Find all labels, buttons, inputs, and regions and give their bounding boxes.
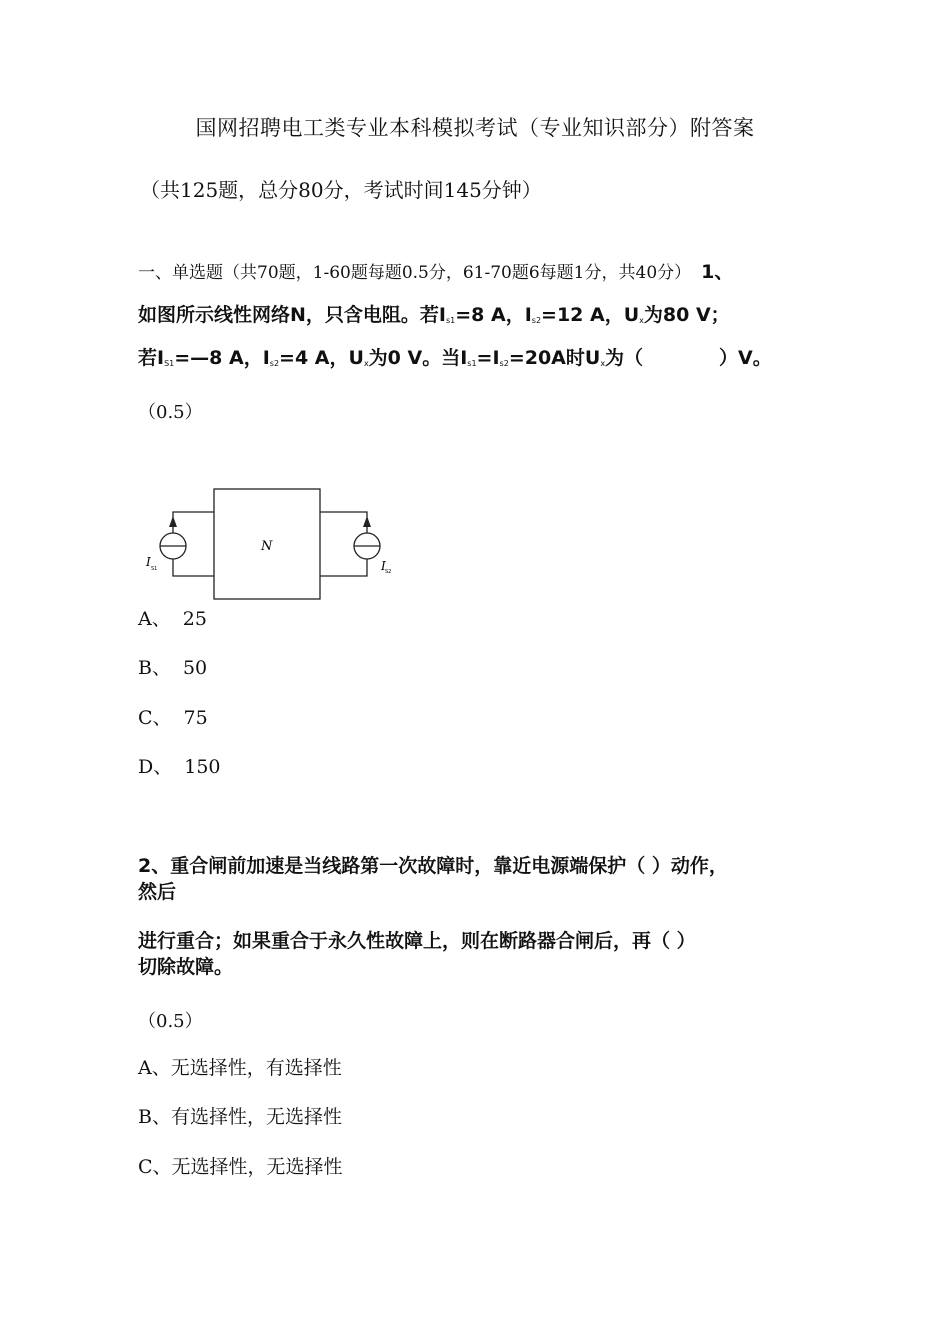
question-2-score: （0.5） — [138, 1011, 203, 1032]
right-source-label: I — [381, 559, 386, 573]
section-title: 一、单选题（共70题，1-60题每题0.5分，61-70题6每题1分，共40分） — [138, 263, 692, 283]
circuit-diagram — [140, 482, 400, 606]
question-2-option-b[interactable]: B、有选择性，无选择性 — [138, 1106, 342, 1128]
right-arrow-icon — [363, 516, 371, 527]
question-2-line-1: 2、重合闸前加速是当线路第一次故障时，靠近电源端保护（ ）动作， — [138, 855, 728, 877]
left-source-sub: S1 — [151, 566, 158, 572]
question-1-score: （0.5） — [138, 402, 203, 423]
question-2-option-a[interactable]: A、无选择性，有选择性 — [138, 1057, 342, 1079]
question-number: 1、 — [701, 261, 734, 283]
question-2-line-4: 切除故障。 — [138, 956, 234, 978]
question-1-option-d[interactable]: D、 150 — [138, 756, 221, 778]
question-1-option-b[interactable]: B、 50 — [138, 657, 208, 679]
right-source-sub: S2 — [385, 569, 392, 575]
question-2-line-2: 然后 — [138, 881, 177, 903]
question-1-option-c[interactable]: C、 75 — [138, 707, 208, 729]
network-label: N — [261, 539, 273, 554]
left-arrow-icon — [169, 516, 177, 527]
document-title: 国网招聘电工类专业本科模拟考试（专业知识部分）附答案 — [195, 116, 755, 140]
question-2-option-c[interactable]: C、无选择性，无选择性 — [138, 1156, 343, 1178]
question-1-line-2: 若$I_{S1}=—8$ A，$I_{s2}=4$ A，$U_x$为0 V。当$I_{s1}=I_{s2}=20A$时$U_x$为（ ）V。 — [138, 347, 772, 369]
question-2-line-3: 进行重合；如果重合于永久性故障上，则在断路器合闸后，再（ ） — [138, 930, 696, 952]
exam-info: （共125题，总分80分，考试时间145分钟） — [140, 178, 542, 202]
question-1-option-a[interactable]: A、 25 — [138, 608, 207, 630]
left-source-label: I — [146, 555, 151, 569]
question-1-line-1: 如图所示线性网络N，只含电阻。若$I_{s1}=8$ A，$I_{s2}=12$ A，$U_x$为80 V； — [138, 304, 730, 326]
section-header — [138, 257, 733, 284]
